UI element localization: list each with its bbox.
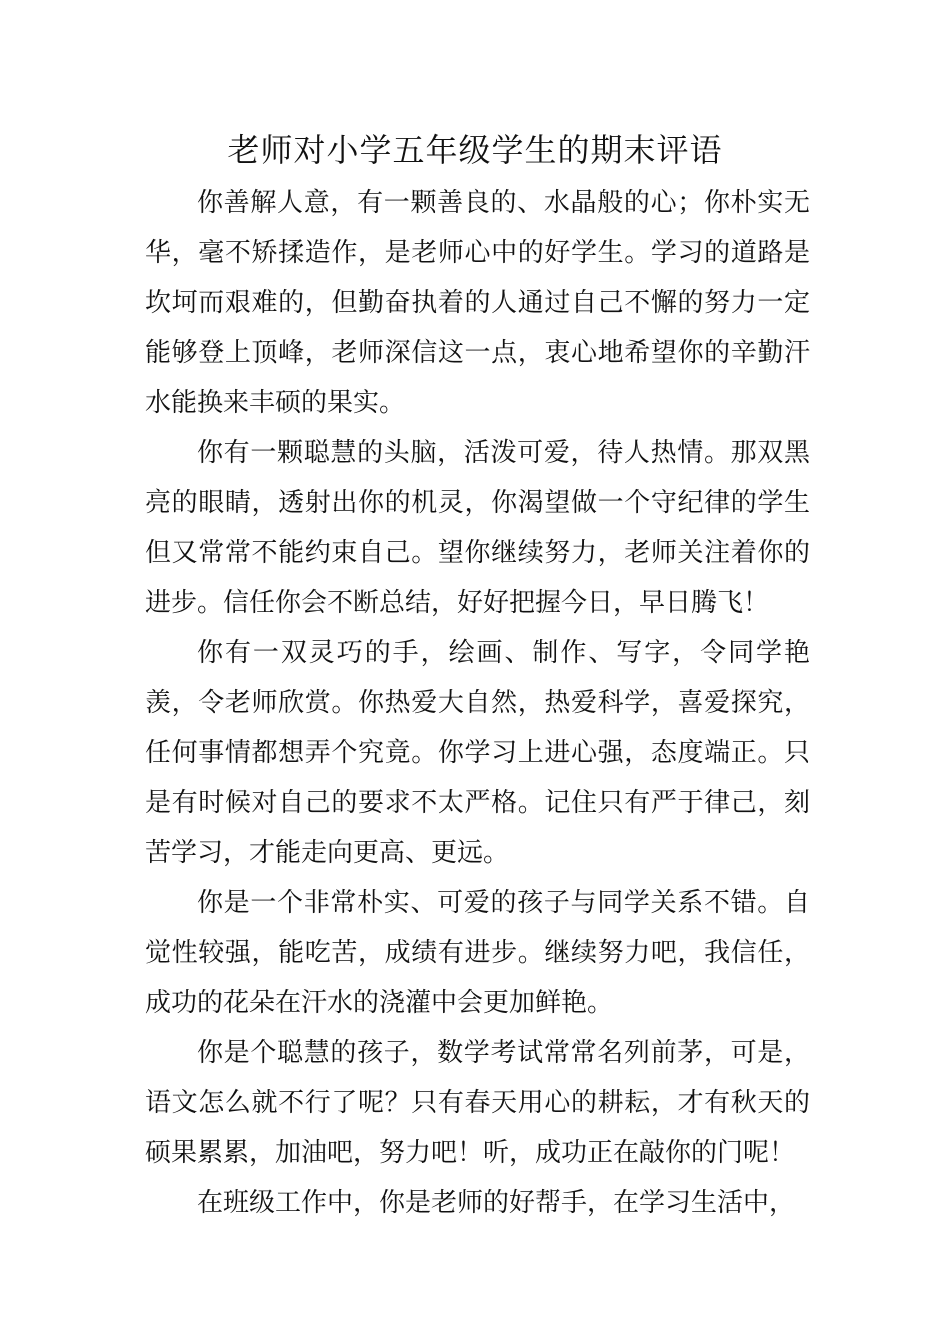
paragraph-6: 在班级工作中，你是老师的好帮手，在学习生活中， [197,1188,796,1218]
paragraph-1: 你善解人意，有一颗善良的、水晶般的心；你朴实无华，毫不矫揉造作，是老师心中的好学生。学习的道路是坎坷而艰难的，但勤奋执着的人通过自己不懈的努力一定能够登上顶峰，老师深信这一点，衷心地希望你的辛勤汗水能换来丰硕的果实。 [145,188,810,418]
paragraph-3: 你有一双灵巧的手，绘画、制作、写字，令同学艳羡，令老师欣赏。你热爱大自然，热爱科学，喜爱探究，任何事情都想弄个究竟。你学习上进心强，态度端正。只是有时候对自己的要求不太严格。记住只有严于律己，刻苦学习，才能走向更高、更远。 [145,638,810,868]
paragraph-5: 你是个聪慧的孩子，数学考试常常名列前茅，可是，语文怎么就不行了呢？只有春天用心的耕耘，才有秋天的硕果累累，加油吧，努力吧！听，成功正在敲你的门呢！ [145,1038,810,1168]
paragraph-2: 你有一颗聪慧的头脑，活泼可爱，待人热情。那双黑亮的眼睛，透射出你的机灵，你渴望做一个守纪律的学生但又常常不能约束自己。望你继续努力，老师关注着你的进步。信任你会不断总结，好好把握今日，早日腾飞！ [145,438,810,618]
paragraph-4: 你是一个非常朴实、可爱的孩子与同学关系不错。自觉性较强，能吃苦，成绩有进步。继续努力吧，我信任，成功的花朵在汗水的浇灌中会更加鲜艳。 [145,888,810,1018]
document-title: 老师对小学五年级学生的期末评语 [227,131,723,169]
document-body [145,178,810,1228]
